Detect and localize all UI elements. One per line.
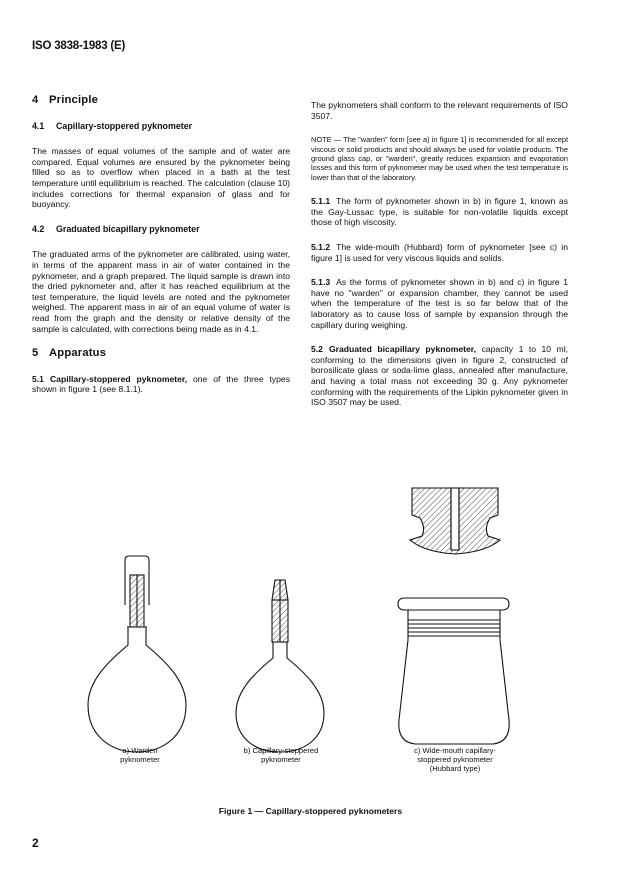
section-number: 5 bbox=[32, 347, 39, 360]
caption-a-line-2: pyknometer bbox=[120, 755, 160, 764]
section-number: 4 bbox=[32, 94, 39, 106]
section-title: Apparatus bbox=[49, 347, 107, 360]
section-body: capacity 1 to 10 ml, conforming to the dimensions given in figure 2, constructed of borosilicate glass or soda-lime glass, annealed after manufacture, and having a total mass not exceeding 30 g. Any pyknometer conforming with the requirements of the Lipkin pyknometer given in ISO 3507 may be used. bbox=[311, 344, 569, 408]
section-number: 5.2 bbox=[311, 344, 323, 355]
section-5-1-2-text bbox=[311, 242, 568, 263]
section-4-heading bbox=[32, 95, 290, 106]
section-body: The form of pyknometer shown in b) in figure 1, known as the Gay-Lussac type, is suitable for non-volatile liquids except those of high viscosity. bbox=[311, 196, 568, 228]
section-title: Principle bbox=[49, 94, 99, 106]
section-number: 4.2 bbox=[32, 223, 45, 234]
section-5-1-3-text bbox=[311, 277, 568, 330]
note-text: NOTE — The "warden" form [see a) in figure 1] is recommended for all except viscous or solid products and should always be used for volatile products. The ground glass cap, or "warden", greatly reduces expansion and evaporation losses and this form of pyknometer may be used when the test temperature is lower than that of the laboratory. bbox=[311, 135, 568, 182]
document-header: ISO 3838-1983 (E) bbox=[32, 40, 126, 52]
section-title: Capillary-stoppered pyknometer, bbox=[49, 373, 188, 384]
page-number: 2 bbox=[32, 836, 39, 850]
conformance-text: The pyknometers shall conform to the relevant requirements of ISO 3507. bbox=[311, 100, 568, 121]
caption-a-line-1: a) Warden bbox=[122, 746, 158, 755]
section-5-1-1-text bbox=[311, 196, 568, 228]
warden-pyknometer bbox=[88, 556, 186, 752]
hubbard-pyknometer bbox=[398, 598, 509, 744]
section-body: As the forms of pyknometer shown in b) and c) in figure 1 have no "warden" or expansion chamber, they cannot be used when the temperature of the test is so far below that of the laboratory as to cause loss of sample by expansion through the capillary during weighing. bbox=[311, 277, 568, 330]
figure-caption: Figure 1 — Capillary-stoppered pyknometers bbox=[218, 806, 403, 816]
gay-lussac-pyknometer bbox=[236, 580, 324, 752]
section-5-2-text bbox=[311, 344, 568, 408]
section-4-1-text: The masses of equal volumes of the sample and of water are compared. Equal volumes are ensured by the pyknometer being filled so as to overflow when placed in a bath at the test temperature until equilibrium is reached. The calculation (clause 10) includes corrections for thermal expansion of glass and for buoyancy. bbox=[32, 146, 290, 210]
caption-b-line-1: b) Capillary-stoppered bbox=[243, 746, 319, 755]
section-title: Capillary-stoppered pyknometer bbox=[56, 120, 193, 131]
figure-1 bbox=[0, 460, 621, 790]
hubbard-cap bbox=[410, 488, 500, 554]
section-title: Graduated bicapillary pyknometer bbox=[56, 223, 200, 234]
caption-b bbox=[222, 746, 340, 764]
caption-c-line-3: (Hubbard type) bbox=[429, 764, 481, 773]
caption-c-line-1: c) Wide-mouth capillary- bbox=[414, 746, 496, 755]
section-4-1-heading bbox=[32, 121, 290, 132]
section-body: The wide-mouth (Hubbard) form of pyknometer [see c) in figure 1] is used for very viscous liquids and solids. bbox=[311, 242, 568, 263]
section-4-2-heading bbox=[32, 224, 290, 235]
left-column bbox=[32, 95, 290, 409]
section-number: 4.1 bbox=[32, 120, 45, 131]
section-title: Graduated bicapillary pyknometer, bbox=[328, 344, 477, 355]
section-number: 5.1.1 bbox=[311, 196, 331, 207]
section-5-heading bbox=[32, 348, 290, 359]
section-body: one of the three types shown in figure 1 (see 8.1.1). bbox=[32, 373, 290, 395]
right-column bbox=[311, 100, 568, 422]
section-4-2-text: The graduated arms of the pyknometer are calibrated, using water, in terms of the apparent mass in air of water contained in the pyknometer, and a graph prepared. The liquid sample is drawn into the dried pyknometer and, after it has reached equilibrium at the test temperature, the liquid levels are noted and the pyknometer weighed. The apparent mass in air of an equal volume of water is read from the graph and the density or relative density of the sample is calculated, with corrections being made as in 4.1. bbox=[32, 249, 290, 334]
caption-b-line-2: pyknometer bbox=[261, 755, 301, 764]
caption-c bbox=[390, 746, 520, 773]
section-number: 5.1.2 bbox=[311, 242, 331, 252]
section-5-1-text bbox=[32, 374, 290, 395]
caption-c-line-2: stoppered pyknometer bbox=[417, 755, 493, 764]
section-number: 5.1.3 bbox=[311, 277, 331, 288]
figure-1-drawing bbox=[0, 460, 621, 790]
section-number: 5.1 bbox=[32, 373, 44, 384]
caption-a bbox=[90, 746, 190, 764]
